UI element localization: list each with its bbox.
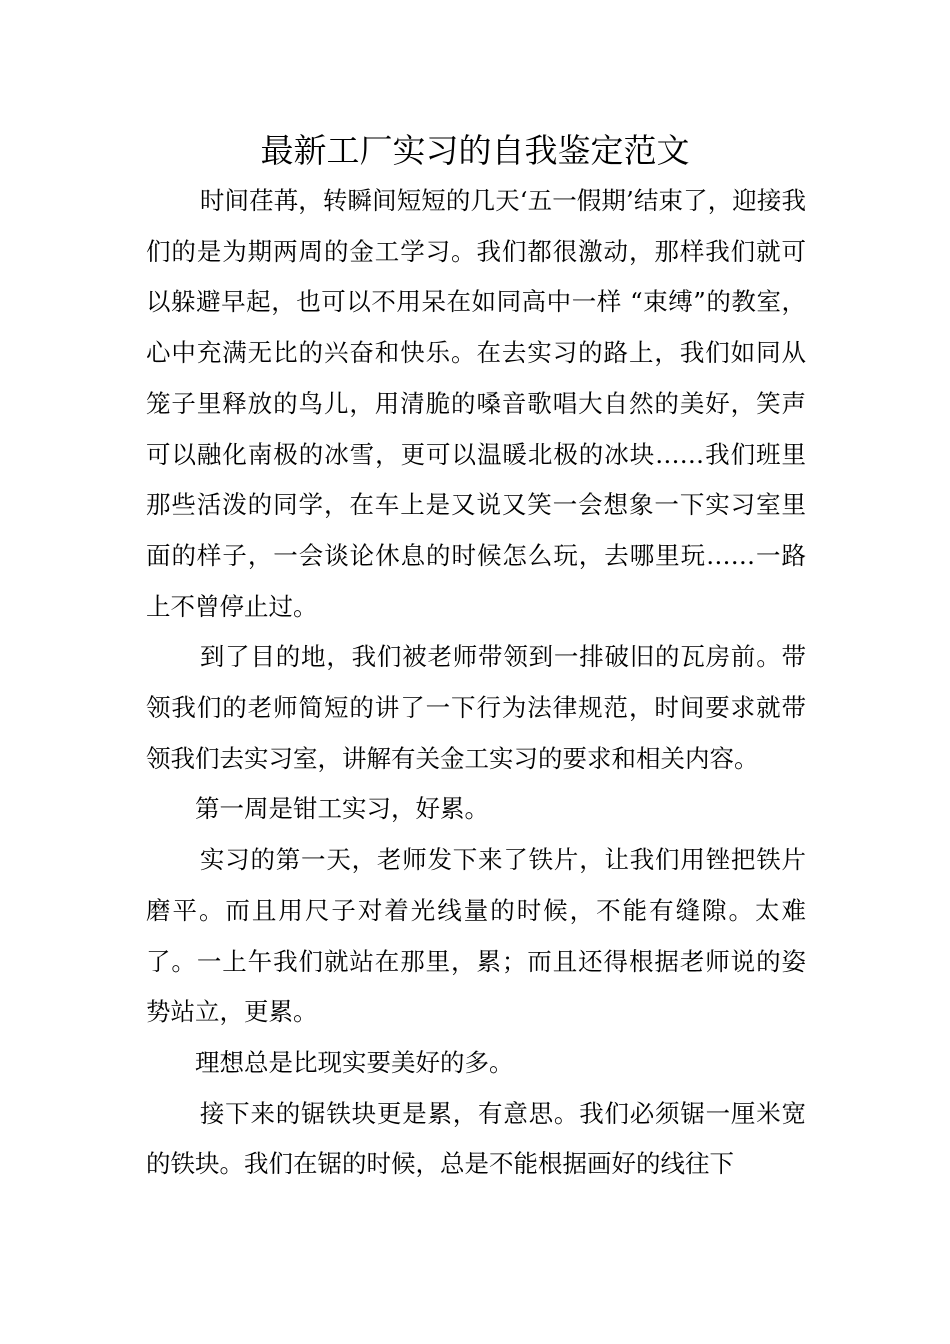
document-body xyxy=(146,176,806,1190)
paragraph-3: 第一周是钳工实习，好累。 xyxy=(195,794,489,824)
paragraph-5: 理想总是比现实要美好的多。 xyxy=(195,1047,514,1077)
paragraph-6: 接下来的锯铁块更是累，有意思。我们必须锯一厘米宽的铁块。我们在锯的时候，总是不能根据画好的线往下 xyxy=(146,1098,806,1179)
paragraph-4: 实习的第一天，老师发下来了铁片，让我们用锉把铁片磨平。而且用尺子对着光线量的时候，不能有缝隙。太难了。一上午我们就站在那里，累；而且还得根据老师说的姿势站立，更累。 xyxy=(146,845,806,1027)
paragraph-1: 时间荏苒，转瞬间短短的几天‘五一假期’结束了，迎接我们的是为期两周的金工学习。我们都很激动，那样我们就可以躲避早起，也可以不用呆在如同高中一样 “束缚”的教室，心中充满无比的兴奋和快乐。在去实习的路上，我们如同从笼子里释放的鸟儿，用清脆的嗓音歌唱大自然的美好，笑声可以融化南极的冰雪，更可以温暖北极的冰块……我们班里那些活泼的同学，在车上是又说又笑一会想象一下实习室里面的样子，一会谈论休息的时候怎么玩，去哪里玩……一路上不曾停止过。 xyxy=(146,186,806,621)
document-title: 最新工厂实习的自我鉴定范文 xyxy=(260,131,690,170)
paragraph-2: 到了目的地，我们被老师带领到一排破旧的瓦房前。带领我们的老师简短的讲了一下行为法律规范，时间要求就带领我们去实习室，讲解有关金工实习的要求和相关内容。 xyxy=(146,642,806,773)
